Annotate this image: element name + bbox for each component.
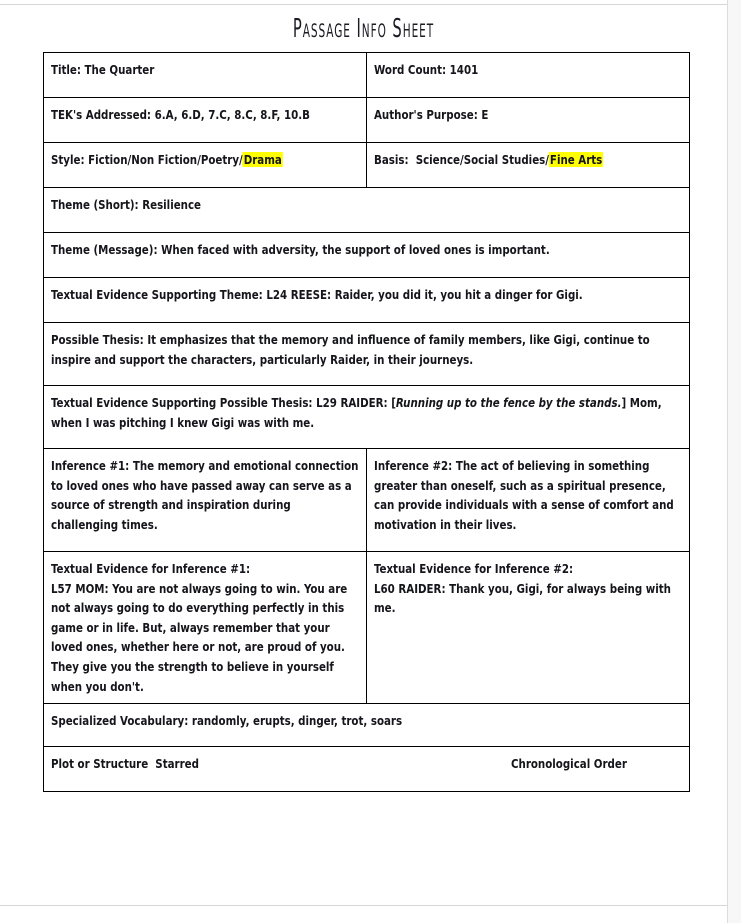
title-text: Title: The Quarter: [51, 62, 155, 77]
page-title: Passage Info Sheet: [292, 14, 435, 44]
specialized-vocabulary-text: Specialized Vocabulary: randomly, erupts, dinger, trot, soars: [51, 713, 403, 729]
table-row: [44, 98, 690, 143]
cell-title: [44, 53, 367, 98]
table-row: [44, 53, 690, 98]
evidence-inference-1-body: L57 MOM: You are not always going to win. You are not always going to do everything perfectly in this game or in life. But, always remember that your loved ones, whether here or not, are proud of you. They give you the strength to believe in yourself when you don't.: [51, 580, 348, 694]
possible-thesis-text: Possible Thesis: It emphasizes that the memory and influence of family members, like Gigi, continue to inspire and support the characters, particularly Raider, in their journeys.: [51, 332, 650, 367]
plot-or-structure-right: Chronological Order: [511, 756, 627, 772]
cell-inference-2: [367, 449, 690, 552]
table-row: [44, 323, 690, 386]
style-text: [51, 150, 360, 170]
evidence-thesis-text: [51, 393, 683, 432]
evidence-inference-2-heading: Textual Evidence for Inference #2:: [374, 561, 574, 576]
cell-inference-1: [44, 449, 367, 552]
cell-evidence-thesis: [44, 386, 690, 449]
style-label: Style:: [51, 152, 85, 167]
page-bottom-rule: [0, 905, 727, 906]
evidence-inference-2-body: L60 RAIDER: Thank you, Gigi, for always being with me.: [374, 580, 671, 616]
table-row: [44, 188, 690, 233]
theme-short-text: Theme (Short): Resilience: [51, 197, 202, 212]
cell-theme-message: [44, 233, 690, 278]
cell-possible-thesis: [44, 323, 690, 386]
table-row: [44, 143, 690, 188]
cell-word-count: [367, 53, 690, 98]
passage-info-table: [43, 52, 690, 792]
teks-text: TEK's Addressed: 6.A, 6.D, 7.C, 8.C, 8.F, 10.B: [51, 107, 310, 122]
stage-direction-text: Running up to the fence by the stands.: [395, 395, 622, 410]
authors-purpose-text: Author's Purpose: E: [374, 107, 489, 122]
basis-selected-highlight: Fine Arts: [549, 152, 603, 167]
cell-plot-or-structure: [44, 747, 690, 792]
evidence-theme-text: Textual Evidence Supporting Theme: L24 REESE: Raider, you did it, you hit a dinger for Gigi.: [51, 287, 583, 302]
evidence-thesis-before: Textual Evidence Supporting Possible Thesis: L29 RAIDER: [: [51, 395, 396, 410]
evidence-thesis-after: ] Mom, when I was pitching I knew Gigi was with me.: [51, 395, 662, 430]
table-row: [44, 704, 690, 747]
table-row: [44, 552, 690, 704]
style-options: Fiction/Non Fiction/Poetry/: [88, 152, 243, 167]
style-selected-highlight: Drama: [243, 152, 282, 167]
evidence-inference-2-block: [374, 559, 683, 618]
cell-specialized-vocabulary: [44, 704, 690, 747]
table-row: [44, 233, 690, 278]
table-row: [44, 449, 690, 552]
plot-or-structure-left: Plot or Structure Starred: [51, 756, 199, 772]
word-count-text: Word Count: 1401: [374, 62, 479, 77]
document-page: [0, 5, 727, 905]
plot-row-inner: [51, 754, 683, 774]
inference-1-text: Inference #1: The memory and emotional connection to loved ones who have passed away can serve as a source of strength and inspiration during challenging times.: [51, 458, 359, 532]
cell-authors-purpose: [367, 98, 690, 143]
evidence-inference-1-heading: Textual Evidence for Inference #1:: [51, 561, 251, 576]
theme-message-text: Theme (Message): When faced with adversity, the support of loved ones is important.: [51, 242, 550, 257]
inference-2-text: Inference #2: The act of believing in something greater than oneself, such as a spiritual presence, can provide individuals with a sense of comfort and motivation in their lives.: [374, 458, 674, 532]
page-gutter: [727, 0, 741, 923]
cell-theme-short: [44, 188, 690, 233]
cell-teks: [44, 98, 367, 143]
cell-style: [44, 143, 367, 188]
cell-evidence-inference-1: [44, 552, 367, 704]
table-row: [44, 747, 690, 792]
basis-label: Basis:: [374, 152, 409, 167]
basis-options: Science/Social Studies/: [408, 152, 550, 167]
cell-basis: [367, 143, 690, 188]
table-row: [44, 386, 690, 449]
cell-evidence-theme: [44, 278, 690, 323]
basis-text: [374, 150, 683, 170]
evidence-inference-1-block: [51, 559, 360, 696]
table-row: [44, 278, 690, 323]
cell-evidence-inference-2: [367, 552, 690, 704]
